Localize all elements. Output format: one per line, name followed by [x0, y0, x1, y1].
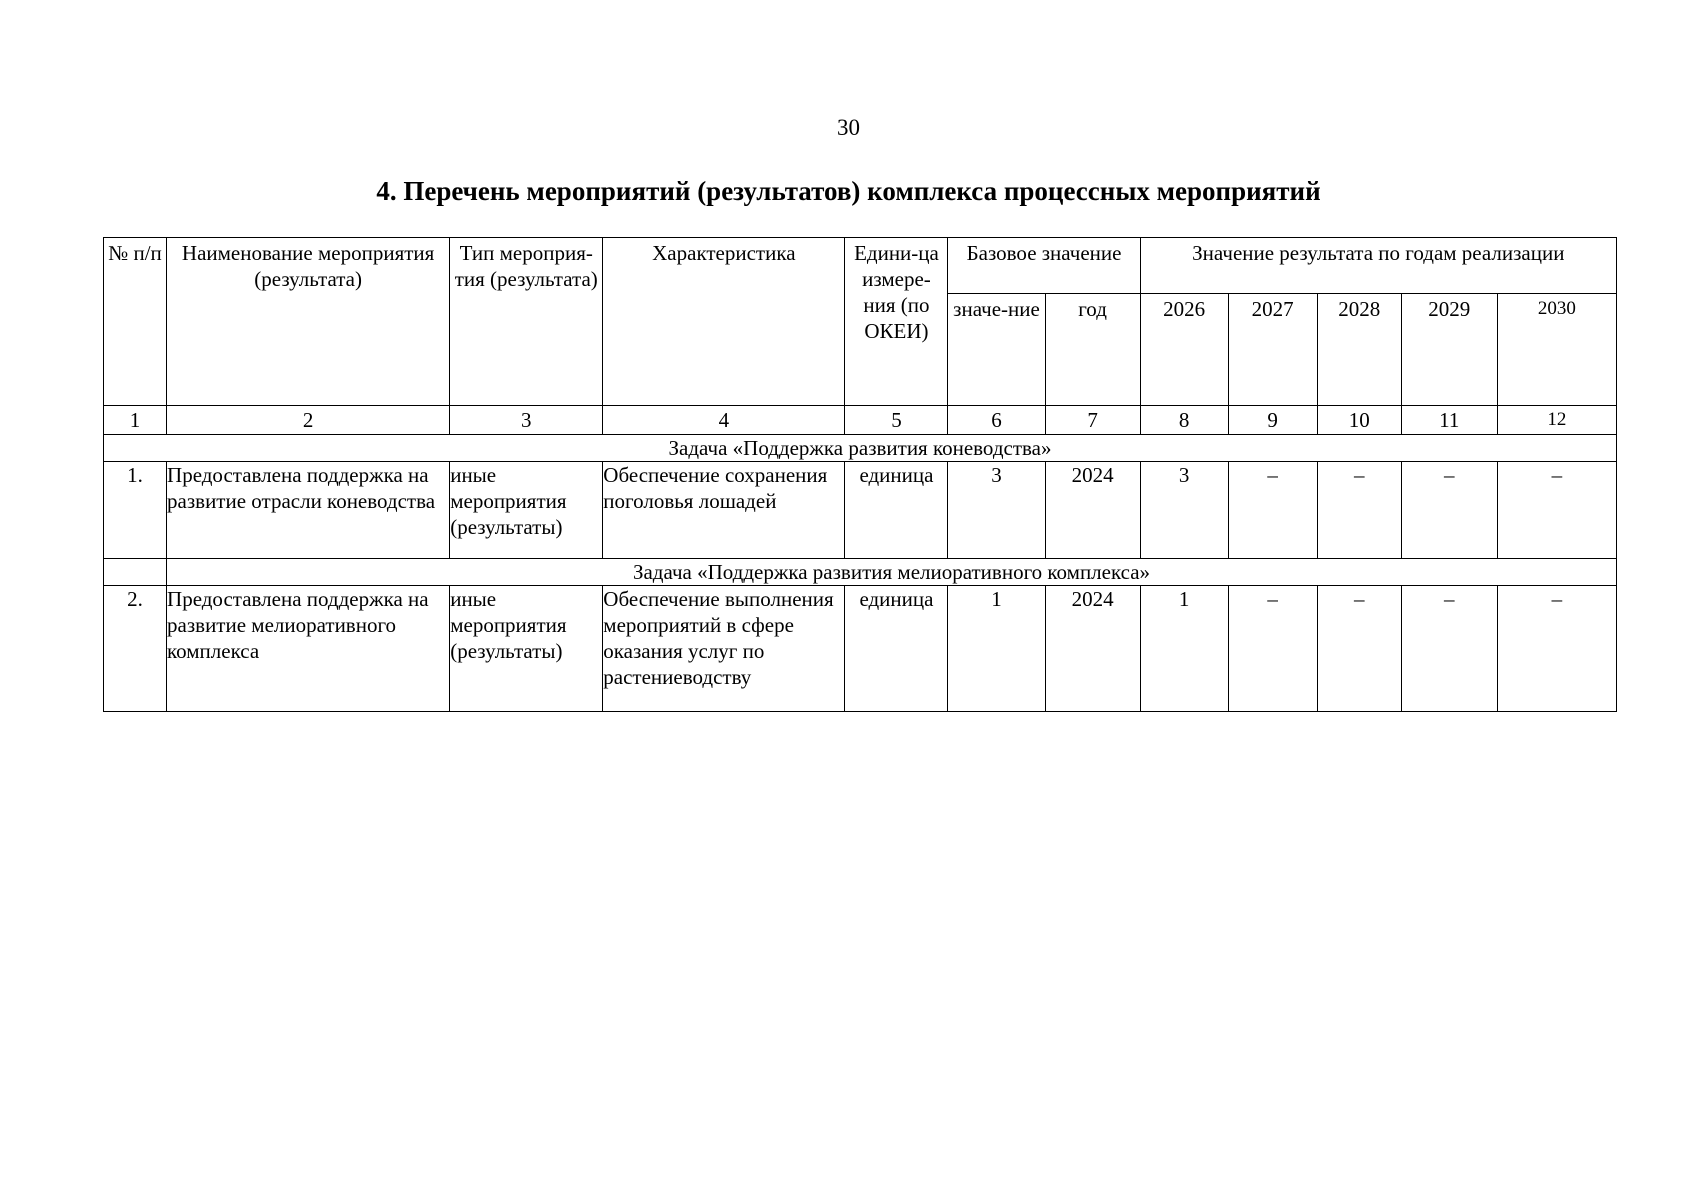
header-unit: Едини-ца измере-ния (по ОКЕИ): [845, 238, 948, 406]
column-number-row: [104, 406, 1617, 435]
row-number: 1.: [104, 462, 167, 559]
row-number: 2.: [104, 586, 167, 712]
task-heading: Задача «Поддержка развития мелиоративного комплекса»: [167, 559, 1617, 586]
row-value-2026: 3: [1140, 462, 1228, 559]
document-title: 4. Перечень мероприятий (результатов) комплекса процессных мероприятий: [376, 176, 1321, 206]
column-number: 6: [948, 406, 1045, 435]
column-number: 7: [1045, 406, 1140, 435]
row-characteristic: Обеспечение сохранения поголовья лошадей: [603, 462, 845, 559]
row-value-2027: –: [1228, 586, 1317, 712]
row-value-2029: –: [1401, 462, 1497, 559]
row-unit: единица: [845, 462, 948, 559]
results-table: [103, 237, 1617, 712]
header-number: № п/п: [104, 238, 167, 406]
row-value-2030: –: [1497, 586, 1616, 712]
row-base-value: 3: [948, 462, 1045, 559]
column-number: 11: [1401, 406, 1497, 435]
column-number: 3: [450, 406, 603, 435]
column-number: 4: [603, 406, 845, 435]
header-year-2029: 2029: [1401, 294, 1497, 406]
column-number: 2: [167, 406, 450, 435]
row-base-value: 1: [948, 586, 1045, 712]
header-base-value: значе-ние: [948, 294, 1045, 406]
row-base-year: 2024: [1045, 462, 1140, 559]
header-year-2026: 2026: [1140, 294, 1228, 406]
header-years-group: Значение результата по годам реализации: [1140, 238, 1616, 294]
column-number: 5: [845, 406, 948, 435]
task-row: [104, 559, 1617, 586]
header-characteristic: Характеристика: [603, 238, 845, 406]
table-row: [104, 586, 1617, 712]
header-name: Наименование мероприятия (результата): [167, 238, 450, 406]
row-value-2026: 1: [1140, 586, 1228, 712]
row-unit: единица: [845, 586, 948, 712]
row-value-2027: –: [1228, 462, 1317, 559]
header-year-2030: 2030: [1497, 294, 1616, 406]
task-row: [104, 435, 1617, 462]
header-year-2028: 2028: [1317, 294, 1401, 406]
column-number: 12: [1497, 406, 1616, 435]
row-value-2029: –: [1401, 586, 1497, 712]
column-number: 10: [1317, 406, 1401, 435]
row-type: иные мероприятия (результаты): [450, 586, 603, 712]
row-base-year: 2024: [1045, 586, 1140, 712]
table-row: [104, 462, 1617, 559]
row-value-2028: –: [1317, 462, 1401, 559]
header-base: Базовое значение: [948, 238, 1140, 294]
row-type: иные мероприятия (результаты): [450, 462, 603, 559]
row-name: Предоставлена поддержка на развитие отрасли коневодства: [167, 462, 450, 559]
column-number: 8: [1140, 406, 1228, 435]
header-type: Тип мероприя-тия (результата): [450, 238, 603, 406]
task-spacer-cell: [104, 559, 167, 586]
header-year-2027: 2027: [1228, 294, 1317, 406]
row-characteristic: Обеспечение выполнения мероприятий в сфере оказания услуг по растениеводству: [603, 586, 845, 712]
column-number: 9: [1228, 406, 1317, 435]
row-value-2028: –: [1317, 586, 1401, 712]
row-value-2030: –: [1497, 462, 1616, 559]
header-base-year: год: [1045, 294, 1140, 406]
page-number: 30: [837, 115, 860, 140]
row-name: Предоставлена поддержка на развитие мелиоративного комплекса: [167, 586, 450, 712]
task-heading: Задача «Поддержка развития коневодства»: [104, 435, 1617, 462]
column-number: 1: [104, 406, 167, 435]
